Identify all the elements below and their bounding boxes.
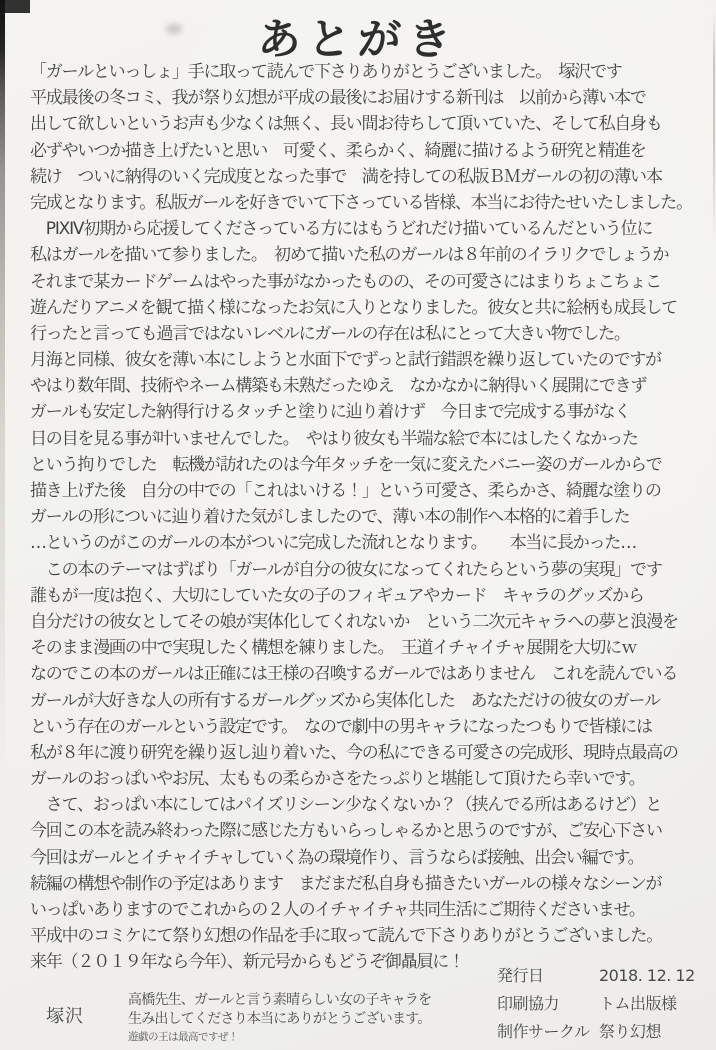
text-line: 自分だけの彼女としてその娘が実体化してくれないか という二次元キャラへの夢と浪漫を xyxy=(30,611,678,632)
text-line: 来年（２０１９年なら今年）、新元号からもどうぞ御贔屓に！ xyxy=(30,952,464,973)
text-line: この本のテーマはずばり「ガールが自分の彼女になってくれたらという夢の実現」です xyxy=(30,559,662,580)
text-line: それまで某カードゲームはやった事がなかったものの、その可愛さにはまりちょこちょこ xyxy=(30,271,661,292)
text-line: 続け ついに納得のいく完成度となった事で 満を持しての私版ＢＭガールの初の薄い本 xyxy=(30,166,662,187)
text-line: やはり数年間、技術やネーム構築も未熟だったゆえ なかなかに納得いく展開にできず xyxy=(30,376,647,397)
colophon-row-circle xyxy=(497,1018,695,1046)
colophon xyxy=(497,962,695,1046)
thanks-note-small: 遊戯の王は最高ですぜ！ xyxy=(128,1031,238,1043)
text-line: 遊んだりアニメを観て描く様になったお気に入りとなりました。彼女と共に絵柄も成長して xyxy=(30,297,677,318)
text-line: いっぱいありますのでこれからの２人のイチャイチャ共同生活にご期待くださいませ。 xyxy=(30,900,645,920)
text-line: 描き上げた後 自分の中での「これはいける！」という可愛さ、柔らかさ、綺麗な塗りの xyxy=(30,481,661,501)
text-line: 必ずやいつか描き上げたいと思い 可愛く、柔らかく、綺麗に描けるよう研究と精進を xyxy=(30,140,646,161)
text-line: ガールも安定した納得行けるタッチと塗りに辿り着けず 今日まで完成する事がなく xyxy=(30,402,631,423)
text-line: 続編の構想や制作の予定はあります まだまだ私自身も描きたいガールの様々なシーンが xyxy=(30,873,662,894)
colophon-label: 発行日 xyxy=(497,966,544,985)
colophon-row-publish-date xyxy=(497,962,695,990)
colophon-value: 祭り幻想 xyxy=(599,1022,662,1041)
text-line: 平成中のコミケにて祭り幻想の作品を手に取って読んで下さりありがとうございました。 xyxy=(30,926,662,947)
text-line: 出して欲しいというお声も少なくは無く、長い間お待ちして頂いていた、そして私自身も xyxy=(30,114,662,135)
text-line: 今回この本を読み終わった際に感じた方もいらっしゃるかと思うのですが、ご安心下さい xyxy=(30,821,662,842)
text-line: 行ったと言っても過言ではないレベルにガールの存在は私にとって大きい物でした。 xyxy=(30,323,630,344)
thanks-note-line: 高橋先生、ガールと言う素晴らしい女の子キャラを xyxy=(128,992,432,1008)
colophon-row-printing xyxy=(497,990,695,1018)
colophon-value: 2018. 12. 12 xyxy=(599,966,695,985)
text-line: という拘りでした 転機が訪れたのは今年タッチを一気に変えたバニー姿のガールからで xyxy=(30,454,662,475)
text-line: さて、おっぱい本にしてはパイズリシーン少なくないか？（挟んでる所はあるけど）と xyxy=(30,795,662,816)
text-line: ガールの形についに辿り着けた気がしましたので、薄い本の制作へ本格的に着手した xyxy=(30,507,630,528)
text-line: ガールのおっぱいやお尻、太ももの柔らかさをたっぷりと堪能して頂けたら幸いです。 xyxy=(30,769,645,790)
text-line: 完成となります。私版ガールを好きでいて下さっている皆様、本当にお待たせいたしました。 xyxy=(30,192,692,213)
afterword-text xyxy=(30,59,702,976)
colophon-value: トム出版様 xyxy=(599,994,677,1013)
colophon-label: 制作サークル xyxy=(497,1022,590,1041)
text-line: PIXIV初期から応援してくださっている方にはもうどれだけ描いているんだという位に xyxy=(30,219,653,240)
page-title: あとがき xyxy=(256,15,460,65)
text-line: 今回はガールとイチャイチャしていく為の環境作り、言うならば接触、出会い編です。 xyxy=(30,847,644,868)
text-line: ガールが大好きな人の所有するガールグッズから実体化した あなただけの彼女のガール xyxy=(30,690,660,711)
text-line: 私が８年に渡り研究を繰り返し辿り着いた、今の私にできる可愛さの完成形、現時点最高の xyxy=(30,742,678,763)
text-line: 日の目を見る事が叶いませんでした。 やはり彼女も半端な絵で本にはしたくなかった xyxy=(30,428,638,449)
text-line: …というのがこのガールの本がついに完成した流れとなります。 本当に長かった… xyxy=(30,533,636,554)
author-signature: 塚沢 xyxy=(46,1006,84,1027)
colophon-label: 印刷協力 xyxy=(497,994,560,1013)
text-line: 月海と同様、彼女を薄い本にしようと水面下でずっと試行錯誤を繰り返していたのですが xyxy=(30,350,661,371)
text-line: 誰もが一度は抱く、大切にしていた女の子のフィギュアやカード キャラのグッズから xyxy=(30,585,644,606)
text-line: 平成最後の冬コミ、我が祭り幻想が平成の最後にお届けする新刊は 以前から薄い本で xyxy=(30,88,646,109)
thanks-note-line: 生み出してくださり本当にありがとうございます。 xyxy=(128,1010,431,1027)
text-line: そのまま漫画の中で実現したく構想を練りました。 王道イチャイチャ展開を大切にｗ xyxy=(30,638,637,659)
text-line: なのでこの本のガールは正確には王様の召喚するガールではありません これを読んでいる xyxy=(30,664,678,685)
scan-left-edge xyxy=(0,0,5,780)
text-line: 私はガールを描いて参りました。 初めて描いた私のガールは８年前のイラリクでしょうか xyxy=(30,245,669,266)
thanks-note xyxy=(128,991,431,1044)
text-line: 「ガールといっしょ」手に取って読んで下さりありがとうございました。 塚沢です xyxy=(30,62,622,82)
text-line: という存在のガールという設定です。 なので劇中の男キャラになったつもりで皆様には xyxy=(30,716,652,737)
